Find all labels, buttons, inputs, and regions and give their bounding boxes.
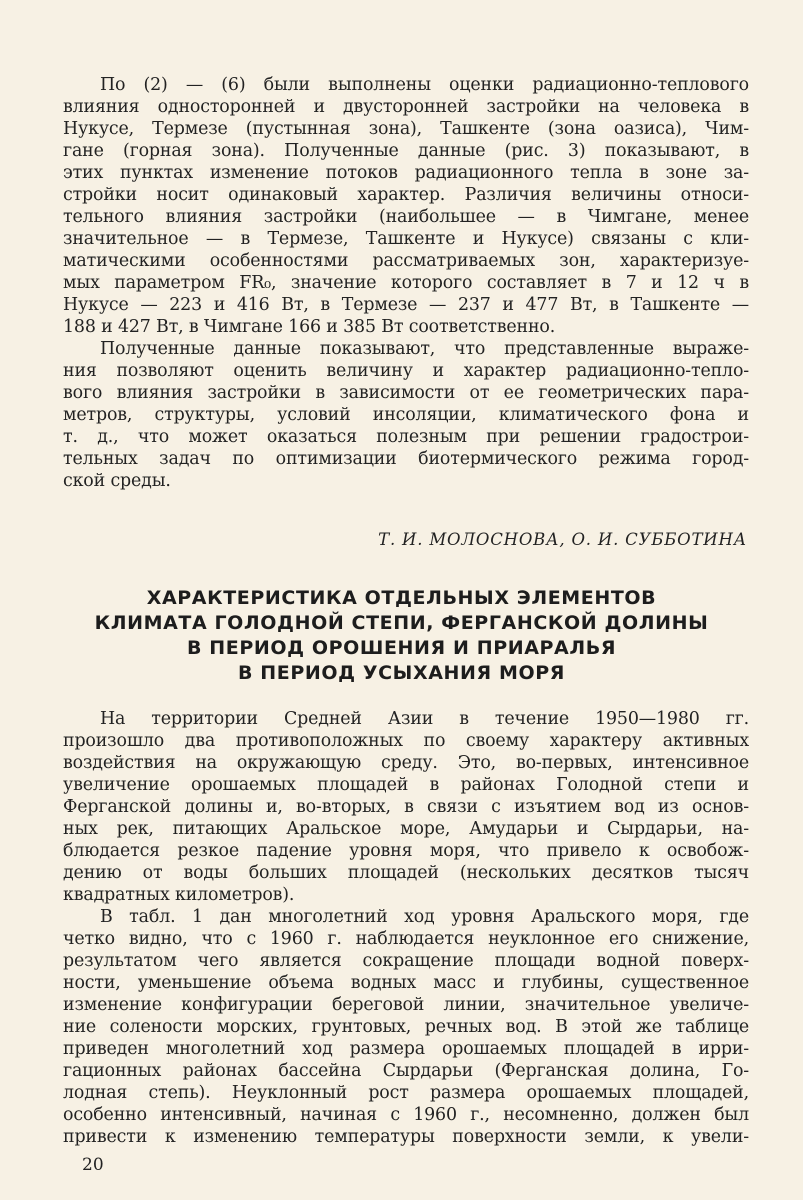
text-line: дению от воды больших площадей (нескольких десятков тысяч bbox=[63, 863, 749, 883]
text-line: Нукусе, Термезе (пустынная зона), Ташкенте (зона оазиса), Чим- bbox=[63, 119, 749, 139]
article-title-line: В ПЕРИОД ОРОШЕНИЯ И ПРИАРАЛЬЯ bbox=[186, 637, 617, 659]
article-authors: Т. И. МОЛОСНОВА, О. И. СУББОТИНА bbox=[378, 530, 747, 549]
text-line: произошло два противоположных по своему характеру активных bbox=[63, 731, 749, 751]
text-line: метров, структуры, условий инсоляции, климатического фона и bbox=[63, 405, 749, 425]
text-line: гане (горная зона). Полученные данные (рис. 3) показывают, в bbox=[63, 141, 749, 161]
text-line: четко видно, что с 1960 г. наблюдается неуклонное его снижение, bbox=[63, 929, 749, 949]
text-line: По (2) — (6) были выполнены оценки радиационно-теплового bbox=[100, 75, 749, 95]
text-line: тельных задач по оптимизации биотермического режима город- bbox=[63, 449, 749, 469]
text-line: вого влияния застройки в зависимости от ее геометрических пара- bbox=[63, 383, 749, 403]
text-line: ния позволяют оценить величину и характер радиационно-тепло- bbox=[63, 361, 749, 381]
text-line: Полученные данные показывают, что представленные выраже- bbox=[100, 339, 749, 359]
text-line: изменение конфигурации береговой линии, значительное увеличе- bbox=[63, 995, 749, 1015]
text-line: ных рек, питающих Аральское море, Амударьи и Сырдарьи, на- bbox=[63, 819, 749, 839]
text-line: гационных районах бассейна Сырдарьи (Ферганская долина, Го- bbox=[63, 1061, 749, 1081]
text-line: квадратных километров). bbox=[63, 885, 295, 905]
article-title-line: ХАРАКТЕРИСТИКА ОТДЕЛЬНЫХ ЭЛЕМЕНТОВ bbox=[146, 587, 657, 609]
text-line: привести к изменению температуры поверхности земли, к увели- bbox=[63, 1127, 749, 1147]
text-line: влияния односторонней и двусторонней застройки на человека в bbox=[63, 97, 749, 117]
text-line: стройки носит одинаковый характер. Различия величины относи- bbox=[63, 185, 749, 205]
text-line: значительное — в Термезе, Ташкенте и Нукусе) связаны с кли- bbox=[63, 229, 749, 249]
text-line: результатом чего является сокращение площади водной поверх- bbox=[63, 951, 749, 971]
text-line: этих пунктах изменение потоков радиационного тепла в зоне за- bbox=[63, 163, 749, 183]
text-line: воздействия на окружающую среду. Это, во-первых, интенсивное bbox=[63, 753, 749, 773]
text-line: Нукусе — 223 и 416 Вт, в Термезе — 237 и 477 Вт, в Ташкенте — bbox=[63, 295, 749, 315]
text-line: т. д., что может оказаться полезным при решении градострои- bbox=[63, 427, 749, 447]
text-line: На территории Средней Азии в течение 1950—1980 гг. bbox=[100, 709, 749, 729]
article-title-line: КЛИМАТА ГОЛОДНОЙ СТЕПИ, ФЕРГАНСКОЙ ДОЛИНЫ bbox=[94, 612, 709, 634]
text-line: увеличение орошаемых площадей в районах Голодной степи и bbox=[63, 775, 749, 795]
text-line: В табл. 1 дан многолетний ход уровня Аральского моря, где bbox=[100, 907, 749, 927]
text-line: Ферганской долины и, во-вторых, в связи с изъятием вод из основ- bbox=[63, 797, 749, 817]
text-line: ние солености морских, грунтовых, речных вод. В этой же таблице bbox=[63, 1017, 749, 1037]
text-line: ской среды. bbox=[63, 471, 171, 491]
text-line: особенно интенсивный, начиная с 1960 г., несомненно, должен был bbox=[63, 1105, 749, 1125]
text-line: мых параметром FR₀, значение которого составляет в 7 и 12 ч в bbox=[63, 273, 749, 293]
text-line: 188 и 427 Вт, в Чимгане 166 и 385 Вт соответственно. bbox=[63, 317, 556, 337]
text-line: матическими особенностями рассматриваемых зон, характеризуе- bbox=[63, 251, 749, 271]
text-line: приведен многолетний ход размера орошаемых площадей в ирри- bbox=[63, 1039, 749, 1059]
text-line: тельного влияния застройки (наибольшее — в Чимгане, менее bbox=[63, 207, 749, 227]
article-title-line: В ПЕРИОД УСЫХАНИЯ МОРЯ bbox=[238, 662, 565, 684]
text-line: блюдается резкое падение уровня моря, что привело к освобож- bbox=[63, 841, 749, 861]
page-number: 20 bbox=[82, 1155, 104, 1175]
text-line: лодная степь). Неуклонный рост размера орошаемых площадей, bbox=[63, 1083, 749, 1103]
text-line: ности, уменьшение объема водных масс и глубины, существенное bbox=[63, 973, 749, 993]
